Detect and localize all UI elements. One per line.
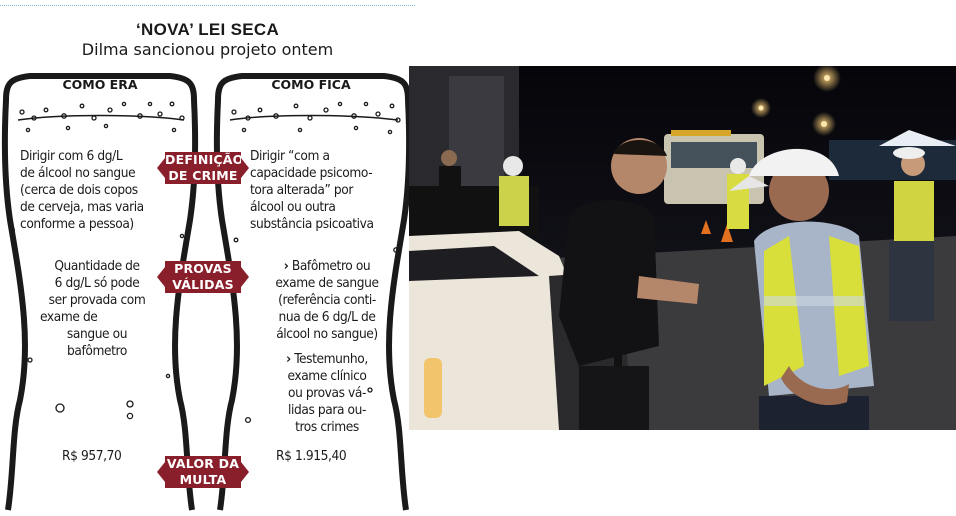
- text-line: lidas para ou-: [287, 402, 367, 418]
- night-police-checkpoint-photo: [409, 66, 956, 430]
- before-fine-value: R$ 957,70: [62, 448, 122, 464]
- text-line: capacidade psicomo-: [250, 165, 373, 181]
- after-valid-evidence: [252, 258, 402, 436]
- text-line: exame clínico: [287, 368, 367, 384]
- text-line: substância psicoativa: [250, 216, 374, 232]
- text-line: sangue ou: [66, 326, 128, 342]
- evidence-item-2: [252, 351, 402, 436]
- before-column-label: COMO ERA: [62, 77, 138, 92]
- text-line: [252, 258, 402, 275]
- text-line: Quantidade de: [54, 258, 140, 274]
- text-line-content: Testemunho,: [294, 351, 368, 367]
- text-line: ser provada com: [48, 292, 146, 308]
- infographic-subtitle: Dilma sancionou projeto ontem: [81, 40, 334, 59]
- bullet-icon: ›: [283, 258, 289, 274]
- badge-crime-definition: [165, 152, 244, 184]
- text-line: álcool no sangue): [276, 326, 378, 342]
- text-line-content: Bafômetro ou: [291, 258, 371, 274]
- after-fine-value: R$ 1.915,40: [276, 448, 347, 464]
- badge-line: DE CRIME: [168, 168, 238, 183]
- badge-line: DEFINIÇÃO: [165, 152, 244, 167]
- badge-line: MULTA: [179, 472, 227, 487]
- badge-line: VÁLIDAS: [172, 277, 234, 292]
- after-column-label: COMO FICA: [271, 77, 351, 92]
- infographic-title: ‘NOVA’ LEI SECA: [135, 20, 280, 39]
- text-line: conforme a pessoa): [20, 216, 134, 232]
- text-line: álcool ou outra: [250, 199, 336, 215]
- text-line: tora alterada” por: [250, 182, 353, 198]
- text-line: (cerca de dois copos: [20, 182, 138, 198]
- badge-line: PROVAS: [174, 261, 232, 276]
- before-valid-evidence: [22, 258, 172, 360]
- text-line: (referência conti-: [278, 292, 376, 308]
- text-line: exame de sangue: [275, 275, 379, 291]
- text-line: Dirigir “com a: [250, 148, 330, 164]
- badge-line: VALOR DA: [166, 456, 240, 471]
- badge-valid-evidence: [165, 261, 241, 293]
- text-line: Dirigir com 6 dg/L: [20, 148, 123, 164]
- text-line: exame de: [40, 309, 98, 325]
- badge-fine-value: [165, 456, 241, 488]
- text-line: [252, 351, 402, 368]
- photo-illustration: [409, 66, 956, 430]
- text-line: de cerveja, mas varia: [20, 199, 144, 215]
- text-line: de álcool no sangue: [20, 165, 136, 181]
- after-crime-definition: [250, 148, 400, 233]
- text-line: 6 dg/L só pode: [54, 275, 140, 291]
- text-line: ou provas vá-: [287, 385, 366, 401]
- text-line: nua de 6 dg/L de: [278, 309, 376, 325]
- text-line: bafômetro: [67, 343, 127, 359]
- text-line: tros crimes: [295, 419, 359, 435]
- evidence-item-1: [252, 258, 402, 343]
- bullet-icon: ›: [286, 351, 291, 367]
